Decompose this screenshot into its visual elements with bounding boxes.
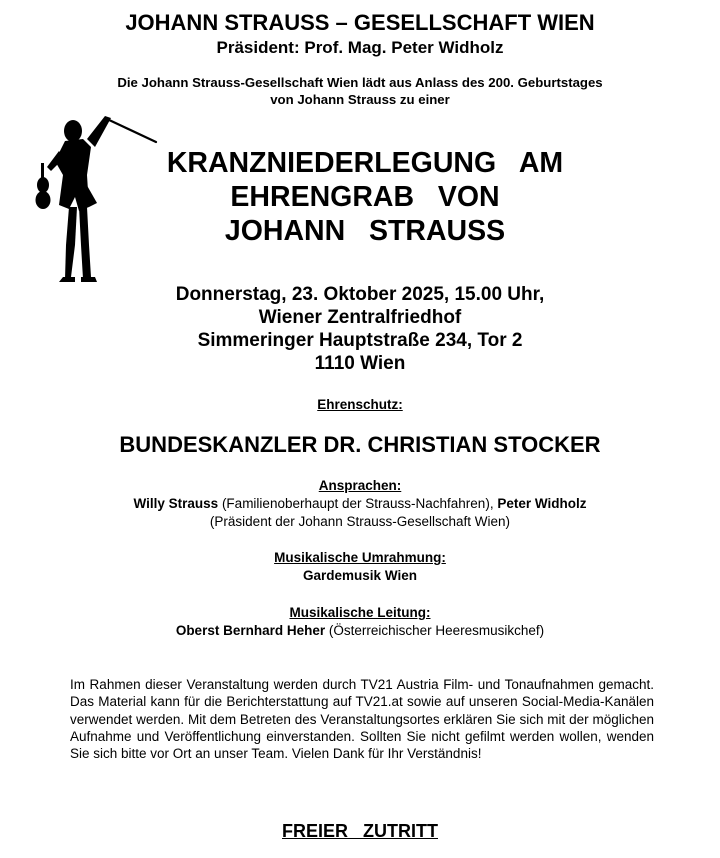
conductor-role: (Österreichischer Heeresmusikchef)	[325, 623, 545, 638]
patron-name: BUNDESKANZLER DR. CHRISTIAN STOCKER	[119, 432, 601, 457]
invitation-intro-line-1: Die Johann Strauss-Gesellschaft Wien lädt aus Anlass des 200. Geburtstages	[117, 75, 603, 90]
filming-disclaimer: Im Rahmen dieser Veranstaltung werden durch TV21 Austria Film- und Tonaufnahmen gemacht. Das Material kann für die Berichterstattung auf TV21.at sowie auf unseren Social-Media-Kanälen verwendet werden. Mit dem Betreten des Veranstaltungsortes erklären Sie sich mit der möglichen Aufnahme und Veröffentlichung einverstanden. Sollten Sie nicht gefilmt werden wollen, wenden Sie sich bitte vor Ort an unser Team. Vielen Dank für Ihr Verständnis!	[70, 677, 654, 762]
organization-title: JOHANN STRAUSS – GESELLSCHAFT WIEN	[125, 10, 595, 35]
patronage-heading: Ehrenschutz:	[317, 397, 403, 412]
conductor-heading: Musikalische Leitung:	[289, 605, 431, 620]
strauss-silhouette-image	[25, 105, 165, 285]
conductor-line	[0, 622, 720, 639]
invitation-intro-line-2: von Johann Strauss zu einer	[270, 92, 450, 107]
event-headline-line-2: EHRENGRAB VON	[230, 181, 500, 213]
speaker-1-name: Willy Strauss	[133, 496, 219, 511]
event-headline-line-1: KRANZNIEDERLEGUNG AM	[166, 147, 564, 179]
conductor-name: Oberst Bernhard Heher	[175, 623, 326, 638]
speeches-heading: Ansprachen:	[318, 478, 402, 493]
event-headline-line-3: JOHANN STRAUSS	[224, 215, 506, 247]
speaker-2-role: (Präsident der Johann Strauss-Gesellschaft Wien)	[209, 514, 511, 529]
free-admission: FREIER ZUTRITT	[282, 821, 438, 841]
event-address: Simmeringer Hauptstraße 234, Tor 2	[197, 330, 523, 351]
speakers-line	[0, 495, 720, 512]
event-venue: Wiener Zentralfriedhof	[258, 307, 462, 328]
music-ensemble: Gardemusik Wien	[303, 568, 417, 583]
speaker-2-name: Peter Widholz	[497, 496, 587, 511]
speaker-1-role: (Familienoberhaupt der Strauss-Nachfahren),	[218, 496, 498, 511]
president-line: Präsident: Prof. Mag. Peter Widholz	[216, 38, 504, 57]
event-city: 1110 Wien	[314, 353, 406, 374]
music-heading: Musikalische Umrahmung:	[274, 550, 446, 565]
event-datetime: Donnerstag, 23. Oktober 2025, 15.00 Uhr,	[175, 284, 545, 305]
